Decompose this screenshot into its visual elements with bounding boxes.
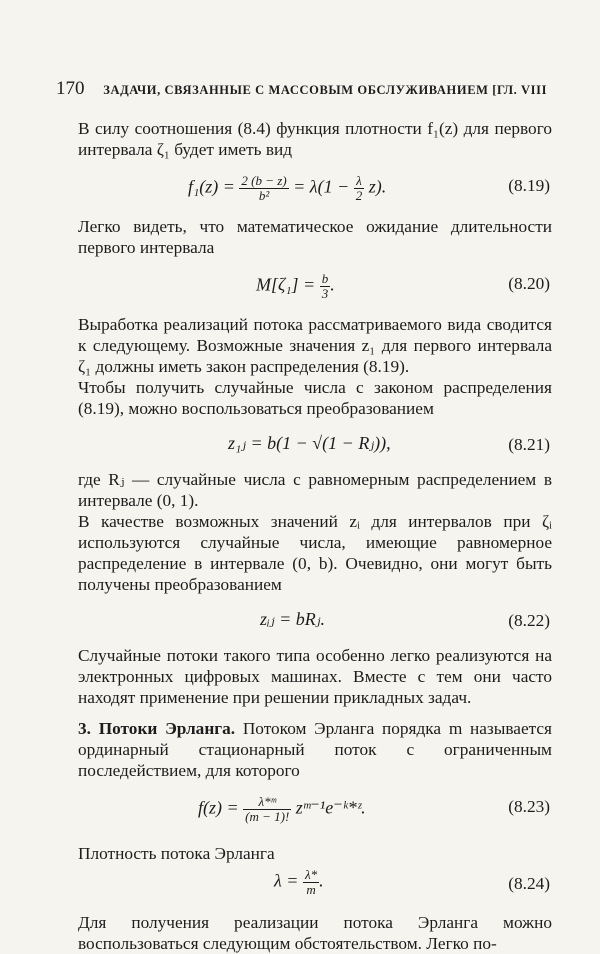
eq-824-den: m — [306, 882, 316, 897]
paragraph-8-text: Потоком Эрланга порядка m называется ординарный стационарный поток с ограниченным последействием, для которого — [78, 719, 552, 780]
page-body — [78, 118, 552, 954]
running-title: ЗАДАЧИ, СВЯЗАННЫЕ С МАССОВЫМ ОБСЛУЖИВАНИЕМ [ГЛ. VIII — [103, 83, 548, 97]
equation-number-8-24: (8.24) — [508, 874, 550, 893]
eq-821-formula: z₁ⱼ = b(1 − √(1 − Rⱼ)), — [228, 433, 391, 453]
eq-820-frac — [320, 272, 331, 301]
eq-819-num-2: λ — [354, 174, 365, 189]
eq-822-formula: zᵢⱼ = bRⱼ. — [260, 609, 326, 629]
eq-819-rhs: = λ(1 − — [288, 176, 354, 197]
section-heading: 3. Потоки Эрланга. — [78, 719, 236, 738]
eq-820-den: 3 — [321, 286, 329, 301]
eq-819-den-1: b² — [258, 188, 270, 203]
paragraph-7: Случайные потоки такого типа особенно легко реализуются на электронных цифровых машинах. Вместе с тем они часто находят применение при решении прикладных задач. — [78, 646, 552, 707]
eq-819-frac-1 — [239, 174, 288, 203]
equation-number-8-20: (8.20) — [508, 274, 550, 293]
eq-824-tail: . — [319, 870, 324, 891]
page-number: 170 — [56, 78, 85, 99]
equation-number-8-21: (8.21) — [508, 435, 550, 454]
eq-823-tail: zᵐ⁻¹e⁻ᵏ*ᶻ. — [291, 797, 366, 818]
paragraph-4: Чтобы получить случайные числа с законом распределения (8.19), можно воспользоваться преобразованием — [78, 378, 552, 418]
paragraph-10: Для получения реализации потока Эрланга можно воспользоваться следующим обстоятельством. Легко по- — [78, 913, 552, 953]
eq-823-frac — [243, 795, 291, 824]
eq-824-num: λ* — [304, 867, 318, 882]
equation-8-23 — [78, 787, 552, 833]
eq-819-tail: z). — [364, 176, 387, 197]
equation-8-24 — [78, 864, 552, 902]
eq-819-num-1: 2 (b − z) — [241, 173, 287, 188]
eq-823-lhs: f(z) = — [198, 797, 244, 818]
eq-824-lhs: λ = — [274, 870, 303, 891]
eq-819-frac-2 — [354, 174, 365, 203]
eq-820-tail: . — [330, 274, 335, 295]
eq-819-den-2: 2 — [355, 188, 363, 203]
eq-824-frac — [303, 868, 319, 897]
equation-number-8-22: (8.22) — [508, 611, 550, 630]
eq-823-den: (m − 1)! — [245, 809, 290, 824]
page-header — [56, 78, 556, 100]
paragraph-6: В качестве возможных значений zᵢ для интервалов при ζᵢ используются случайные числа, имеющие равномерное распределение в интервале (0, b). Очевидно, они могут быть получены преобразованием — [78, 512, 552, 594]
equation-8-21 — [78, 425, 552, 459]
equation-number-8-23: (8.23) — [508, 797, 550, 816]
paragraph-8 — [78, 718, 552, 781]
paragraph-3: Выработка реализаций потока рассматриваемого вида сводится к следующему. Возможные значения z₁ для первого интервала ζ₁ должны иметь закон распределения (8.19). — [78, 315, 552, 376]
paragraph-9: Плотность потока Эрланга — [78, 844, 275, 863]
eq-819-lhs: f₁(z) = — [188, 176, 240, 197]
eq-820-num: b — [321, 271, 329, 286]
equation-8-19 — [78, 166, 552, 206]
paragraph-1: В силу соотношения (8.4) функция плотности f₁(z) для первого интервала ζ₁ будет иметь вид — [78, 119, 552, 159]
equation-8-22 — [78, 601, 552, 635]
eq-823-num: λ*ᵐ — [243, 795, 291, 810]
eq-820-lhs: M[ζ₁] = — [256, 274, 320, 295]
paragraph-2: Легко видеть, что математическое ожидание длительности первого интервала — [78, 217, 552, 257]
paragraph-5: где Rⱼ — случайные числа с равномерным распределением в интервале (0, 1). — [78, 470, 552, 510]
equation-8-20 — [78, 264, 552, 304]
equation-number-8-19: (8.19) — [508, 176, 550, 195]
